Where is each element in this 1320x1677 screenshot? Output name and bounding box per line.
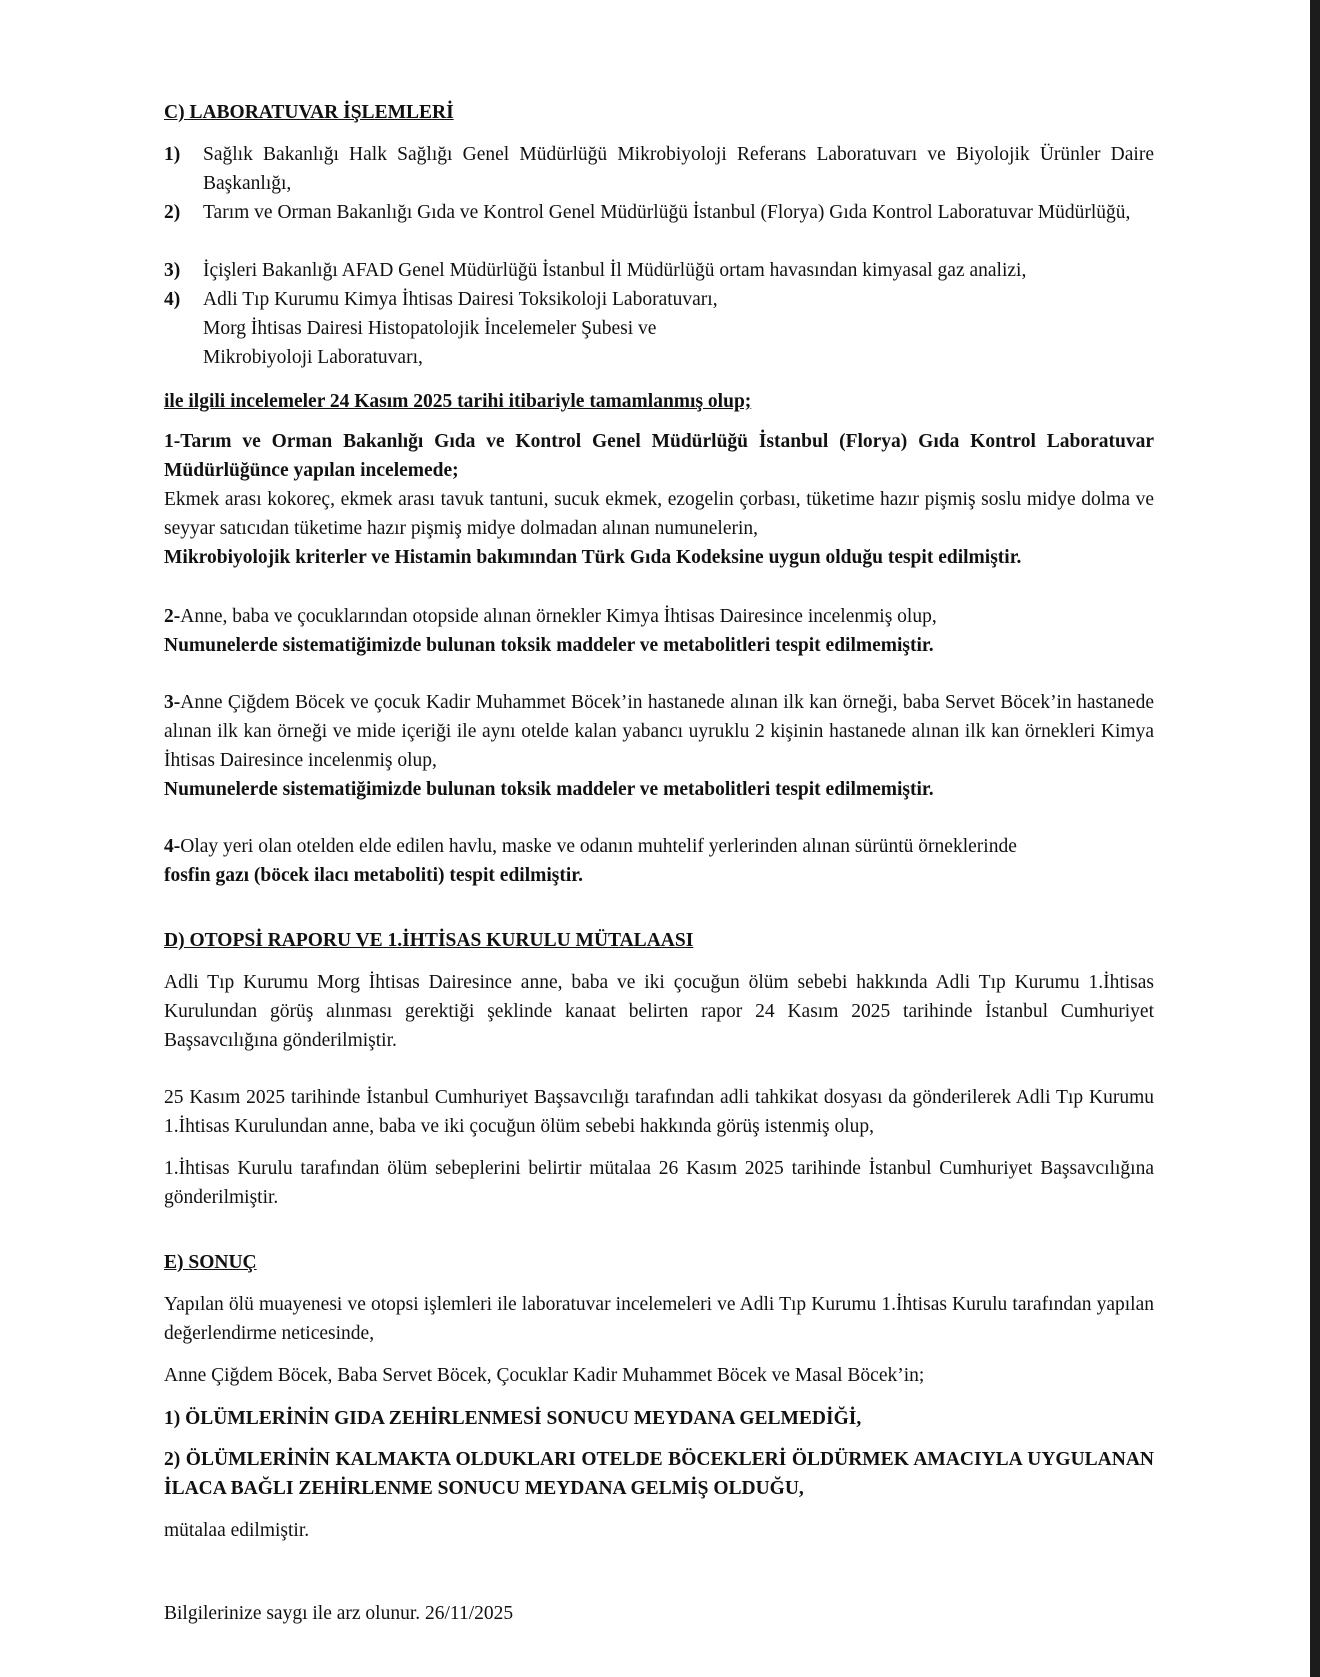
finding-1: 1-Tarım ve Orman Bakanlığı Gıda ve Kontrol Genel Müdürlüğü İstanbul (Florya) Gıda Kontrol Laboratuvar Müdürlüğünce yapılan incelemede; Ekmek arası kokoreç, ekmek arası tavuk tantuni, sucuk ekmek, ezogelin çorbası, tüketime hazır pişmiş soslu midye dolma ve seyyar satıcıdan tüketime hazır pişmiş midye dolmadan alınan numunelerin, Mikrobiyolojik kriterler ve Histamin bakımından Türk Gıda Kodeksine uygun olduğu tespit edilmiştir. bbox=[164, 431, 1154, 568]
paragraph: 25 Kasım 2025 tarihinde İstanbul Cumhuriyet Başsavcılığı tarafından adli tahkikat dosyası da gönderilerek Adli Tıp Kurumu 1.İhtisas Kurulundan anne, baba ve iki çocuğun ölüm sebebi hakkında görüş istenmiş olup, bbox=[164, 1087, 1154, 1137]
finding-3: 3-Anne Çiğdem Böcek ve çocuk Kadir Muhammet Böcek’in hastanede alınan ilk kan örneği, baba Servet Böcek’in hastanede alınan ilk kan örneği ve mide içeriği ile aynı otelde kalan yabancı uyruklu 2 kişinin hastanede alınan ilk kan örnekleri Kimya İhtisas Dairesince incelenmiş olup, Numunelerde sistematiğimizde bulunan toksik maddeler ve metabolitleri tespit edilmemiştir. bbox=[164, 692, 1154, 800]
list-item: 1) Sağlık Bakanlığı Halk Sağlığı Genel Müdürlüğü Mikrobiyoloji Referans Laboratuvarı ve Biyolojik Ürünler Daire Başkanlığı, bbox=[164, 144, 1154, 194]
conclusion-1: 1) ÖLÜMLERİNİN GIDA ZEHİRLENMESİ SONUCU MEYDANA GELMEDİĞİ, bbox=[164, 1408, 862, 1429]
section-e-heading: E) SONUÇ bbox=[164, 1252, 257, 1273]
list-item: 4) Adli Tıp Kurumu Kimya İhtisas Dairesi Toksikoloji Laboratuvarı, Morg İhtisas Dairesi Histopatolojik İncelemeler Şubesi ve Mikrobiyoloji Laboratuvarı, bbox=[164, 289, 718, 368]
section-d-heading: D) OTOPSİ RAPORU VE 1.İHTİSAS KURULU MÜTALAASI bbox=[164, 930, 694, 951]
dark-edge bbox=[1310, 0, 1320, 1677]
paragraph: Yapılan ölü muayenesi ve otopsi işlemleri ile laboratuvar incelemeleri ve Adli Tıp Kurumu 1.İhtisas Kurulu tarafından yapılan değerlendirme neticesinde, bbox=[164, 1294, 1154, 1344]
paragraph: Adli Tıp Kurumu Morg İhtisas Dairesince anne, baba ve iki çocuğun ölüm sebebi hakkında Adli Tıp Kurumu 1.İhtisas Kurulundan görüş alınması gerektiği şeklinde kanaat belirten rapor 24 Kasım 2025 tarihinde İstanbul Cumhuriyet Başsavcılığına gönderilmiştir. bbox=[164, 972, 1154, 1051]
conclusion-2: 2) ÖLÜMLERİNİN KALMAKTA OLDUKLARI OTELDE BÖCEKLERİ ÖLDÜRMEK AMACIYLA UYGULANAN İLACA BAĞLI ZEHİRLENME SONUCU MEYDANA GELMİŞ OLDUĞU, bbox=[164, 1449, 1154, 1499]
completed-line: ile ilgili incelemeler 24 Kasım 2025 tarihi itibariyle tamamlanmış olup; bbox=[164, 391, 752, 412]
paragraph: Anne Çiğdem Böcek, Baba Servet Böcek, Çocuklar Kadir Muhammet Böcek ve Masal Böcek’in; bbox=[164, 1365, 925, 1386]
section-c-heading: C) LABORATUVAR İŞLEMLERİ bbox=[164, 102, 454, 123]
closing-text: mütalaa edilmiştir. bbox=[164, 1520, 310, 1541]
footer-text: Bilgilerinize saygı ile arz olunur. 26/11/2025 bbox=[164, 1603, 514, 1624]
list-item: 3) İçişleri Bakanlığı AFAD Genel Müdürlüğü İstanbul İl Müdürlüğü ortam havasından kimyasal gaz analizi, bbox=[164, 260, 1027, 281]
finding-4: 4-Olay yeri olan otelden elde edilen havlu, maske ve odanın muhtelif yerlerinden alınan sürüntü örneklerinde fosfin gazı (böcek ilacı metaboliti) tespit edilmiştir. bbox=[164, 836, 1017, 886]
paragraph: 1.İhtisas Kurulu tarafından ölüm sebeplerini belirtir mütalaa 26 Kasım 2025 tarihinde İstanbul Cumhuriyet Başsavcılığına gönderilmiştir. bbox=[164, 1158, 1154, 1208]
finding-2: 2-Anne, baba ve çocuklarından otopside alınan örnekler Kimya İhtisas Dairesince incelenmiş olup, Numunelerde sistematiğimizde bulunan toksik maddeler ve metabolitleri tespit edilmemiştir. bbox=[164, 606, 937, 656]
list-item: 2) Tarım ve Orman Bakanlığı Gıda ve Kontrol Genel Müdürlüğü İstanbul (Florya) Gıda Kontrol Laboratuvar Müdürlüğü, bbox=[164, 202, 1131, 223]
